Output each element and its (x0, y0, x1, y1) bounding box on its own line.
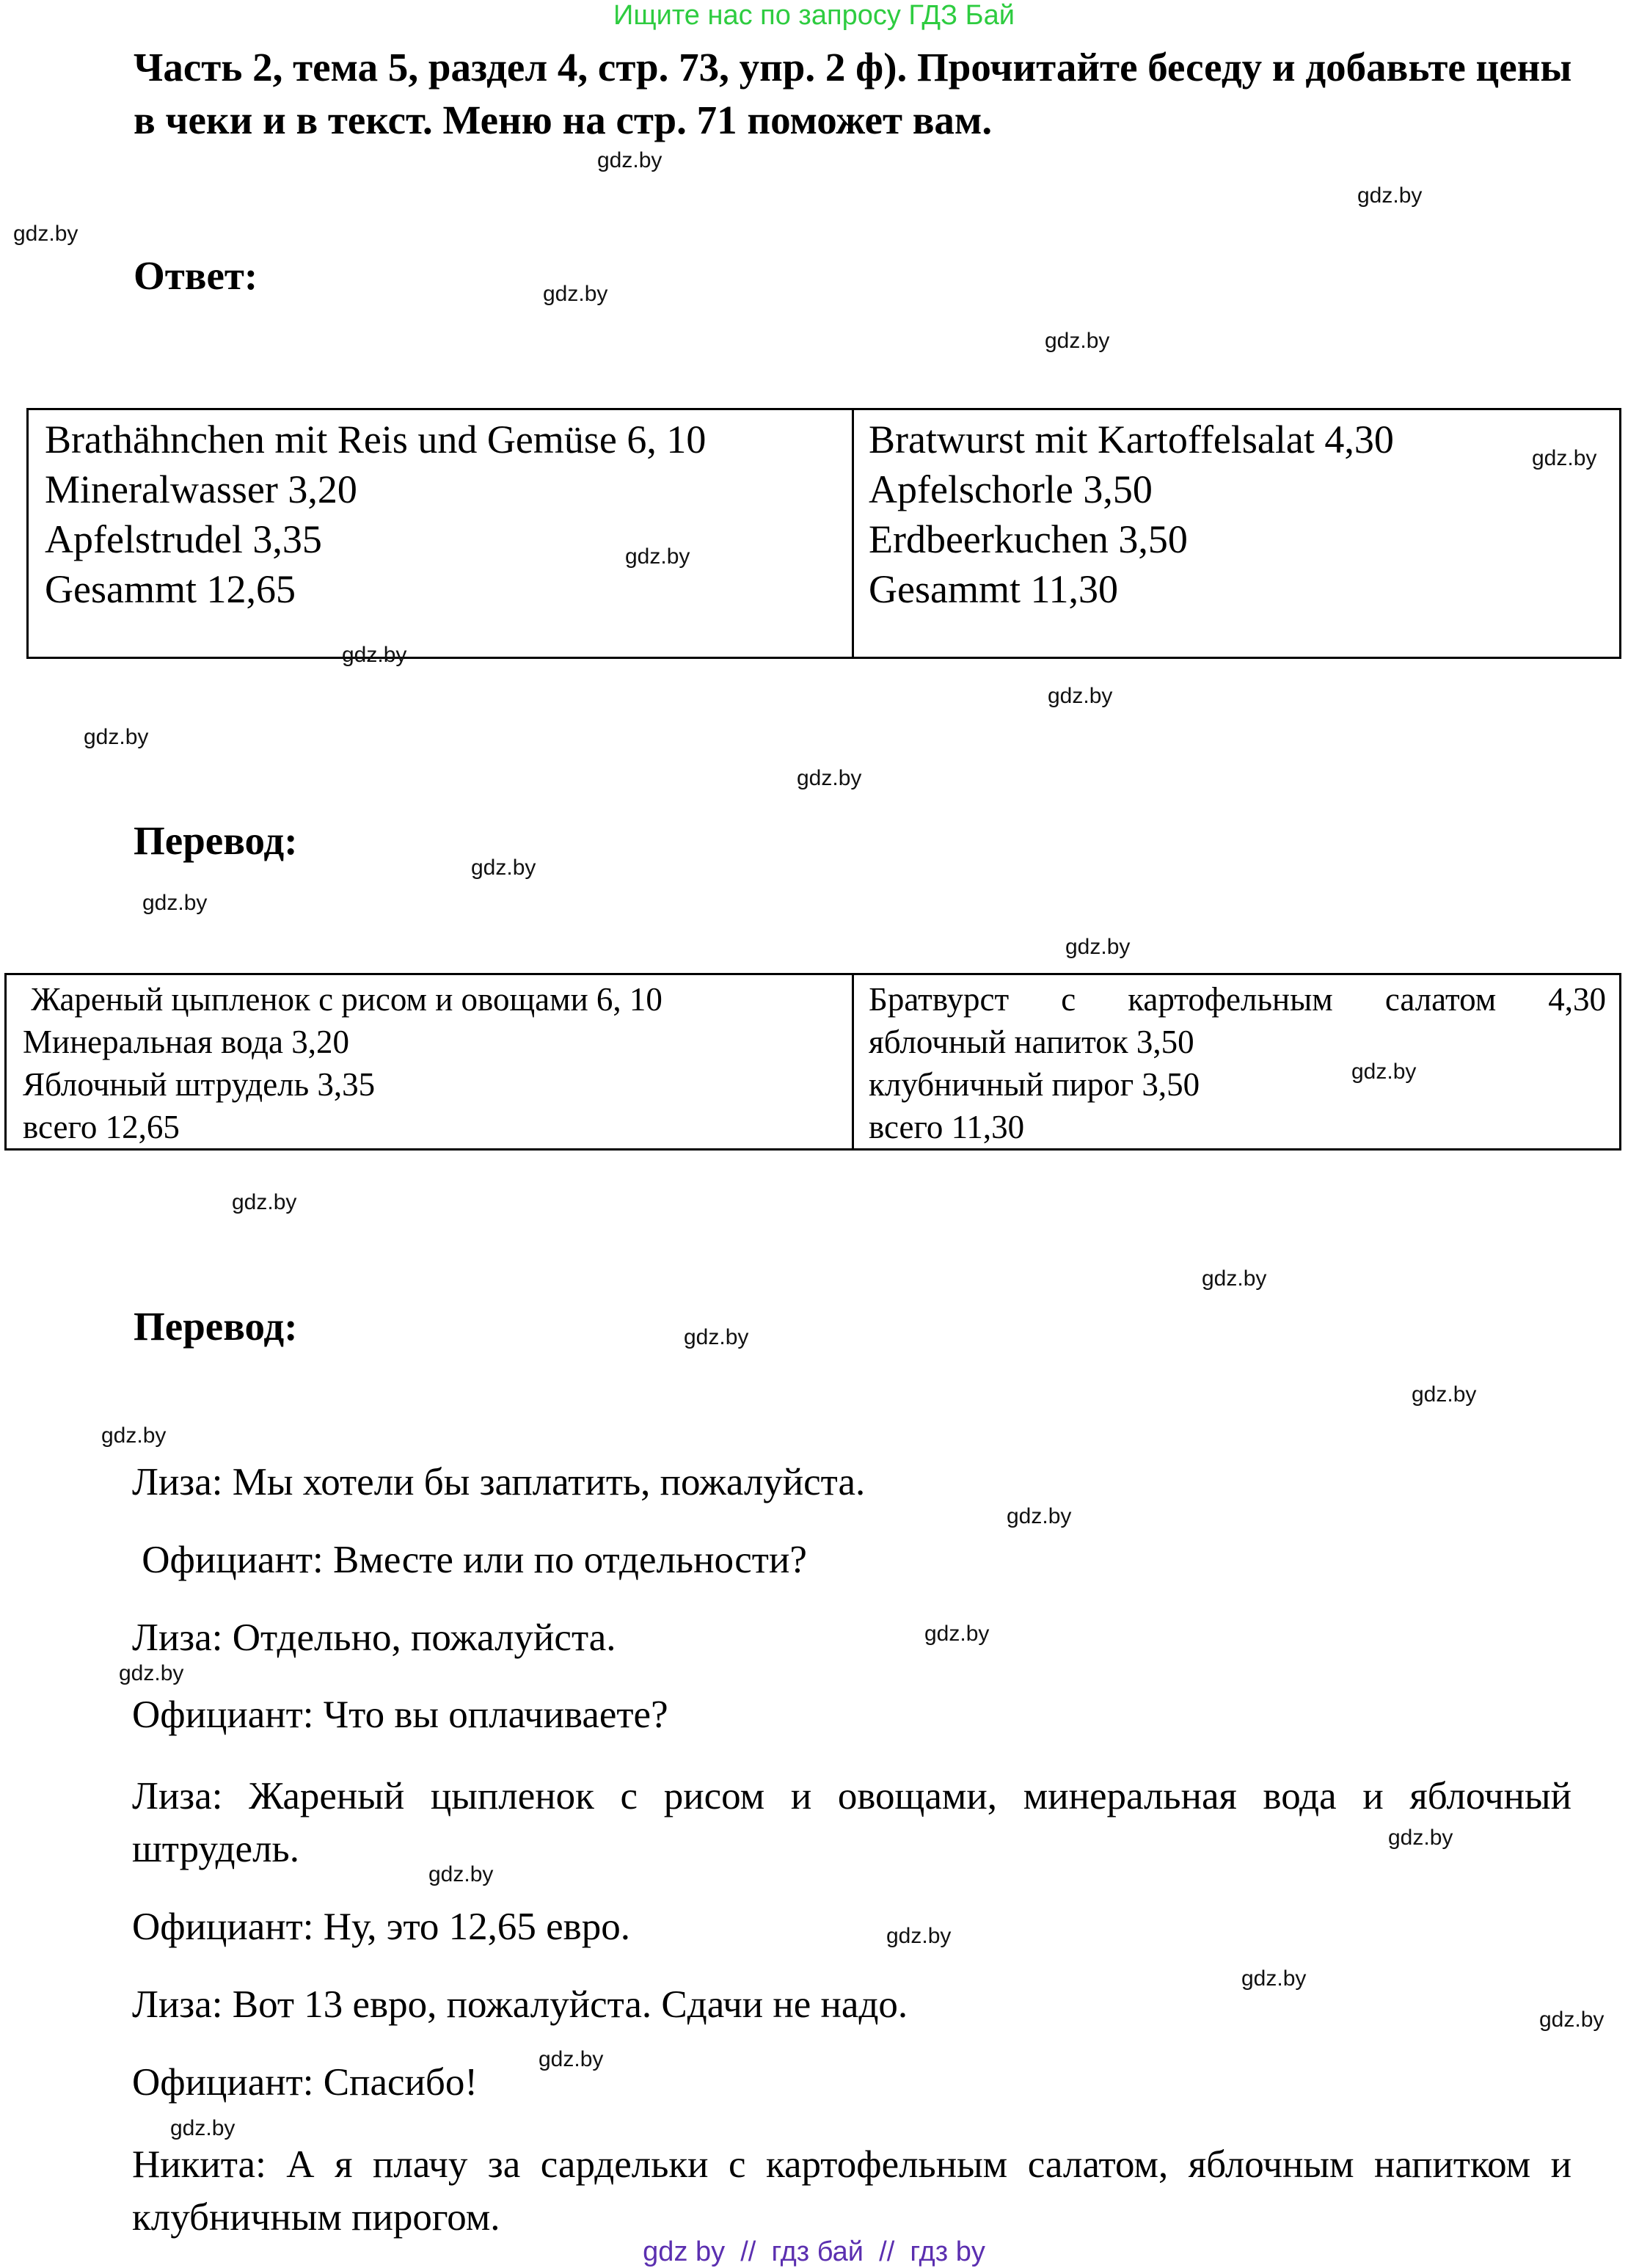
watermark: gdz.by (539, 2047, 604, 2071)
translation-heading-1: Перевод: (134, 818, 298, 863)
watermark: gdz.by (170, 2116, 236, 2140)
watermark: gdz.by (101, 1423, 167, 1448)
receipt-total: Gesammt 11,30 (869, 567, 1118, 611)
watermark: gdz.by (684, 1325, 749, 1349)
watermark: gdz.by (1351, 1060, 1417, 1084)
top-search-link[interactable]: Ищите нас по запросу ГДЗ Бай (613, 0, 1015, 31)
receipt-line: Apfelschorle 3,50 (869, 467, 1153, 511)
receipt-line: Bratwurst mit Kartoffelsalat 4,30 (869, 417, 1394, 462)
watermark: gdz.by (1007, 1504, 1072, 1528)
watermark: gdz.by (84, 725, 149, 749)
watermark: gdz.by (342, 643, 407, 667)
watermark: gdz.by (119, 1661, 184, 1685)
watermark: gdz.by (1241, 1966, 1307, 1991)
receipt-line: Минеральная вода 3,20 (23, 1024, 350, 1060)
dialogue-line: Лиза: Мы хотели бы заплатить, пожалуйста. (132, 1461, 866, 1503)
watermark: gdz.by (924, 1622, 990, 1646)
receipt-line: Жареный цыпленок с рисом и овощами 6, 10 (23, 981, 662, 1018)
german-receipt-left (28, 409, 853, 658)
receipt-line: Brathähnchen mit Reis und Gemüse 6, 10 (45, 417, 707, 462)
answer-heading: Ответ: (134, 253, 258, 298)
watermark: gdz.by (1539, 2008, 1605, 2032)
watermark: gdz.by (1048, 684, 1113, 708)
dialogue-line: Лиза: Жареный цыпленок с рисом и овощами, минеральная вода и яблочный штрудель. (132, 1775, 1572, 1870)
dialogue-line: Официант: Ну, это 12,65 евро. (132, 1906, 630, 1948)
watermark: gdz.by (625, 544, 690, 569)
receipt-line: Mineralwasser 3,20 (45, 467, 357, 511)
watermark: gdz.by (797, 766, 862, 790)
dialogue-line: Официант: Вместе или по отдельности? (132, 1539, 807, 1581)
watermark: gdz.by (1357, 183, 1423, 208)
watermark: gdz.by (142, 891, 208, 915)
watermark: gdz.by (543, 282, 608, 306)
receipt-line: Яблочный штрудель 3,35 (23, 1066, 376, 1103)
translation-heading-2: Перевод: (134, 1304, 298, 1349)
bottom-links[interactable]: gdz by // гдз бай // гдз by (643, 2236, 985, 2267)
german-receipt-right (853, 409, 1621, 658)
watermark: gdz.by (13, 222, 79, 246)
watermark: gdz.by (1532, 446, 1597, 470)
dialogue-line: Официант: Спасибо! (132, 2061, 478, 2104)
watermark: gdz.by (232, 1190, 297, 1214)
watermark: gdz.by (1412, 1382, 1477, 1407)
receipt-line: Apfelstrudel 3,35 (45, 517, 322, 561)
receipt-line: Братвурст с картофельным салатом 4,30 (869, 981, 1606, 1018)
watermark: gdz.by (471, 856, 536, 880)
receipt-total: Gesammt 12,65 (45, 567, 296, 611)
watermark: gdz.by (1065, 935, 1131, 959)
receipt-line: яблочный напиток 3,50 (869, 1024, 1194, 1060)
watermark: gdz.by (886, 1924, 952, 1948)
russian-receipt-right (853, 974, 1621, 1150)
dialogue-line: Лиза: Вот 13 евро, пожалуйста. Сдачи не надо. (132, 1983, 908, 2026)
dialogue-line: Никита: А я плачу за сардельки с картофельным салатом, яблочным напитком и клубничным пирогом. (132, 2143, 1572, 2239)
watermark: gdz.by (597, 148, 662, 172)
watermark: gdz.by (1045, 329, 1110, 353)
dialogue-line: Официант: Что вы оплачиваете? (132, 1693, 668, 1736)
watermark: gdz.by (1202, 1266, 1267, 1291)
receipt-line: клубничный пирог 3,50 (869, 1066, 1200, 1103)
receipt-total: всего 12,65 (23, 1109, 180, 1145)
exercise-title: Часть 2, тема 5, раздел 4, стр. 73, упр. 2 ф). Прочитайте беседу и добавьте цены в чеки и в текст. Меню на стр. 71 поможет вам. (134, 45, 1572, 142)
watermark: gdz.by (1388, 1826, 1453, 1850)
watermark: gdz.by (428, 1862, 494, 1886)
russian-receipt-left (6, 974, 853, 1150)
receipt-line: Erdbeerkuchen 3,50 (869, 517, 1188, 561)
receipt-total: всего 11,30 (869, 1109, 1025, 1145)
dialogue-line: Лиза: Отдельно, пожалуйста. (132, 1616, 616, 1659)
german-receipts-table (26, 408, 1621, 659)
